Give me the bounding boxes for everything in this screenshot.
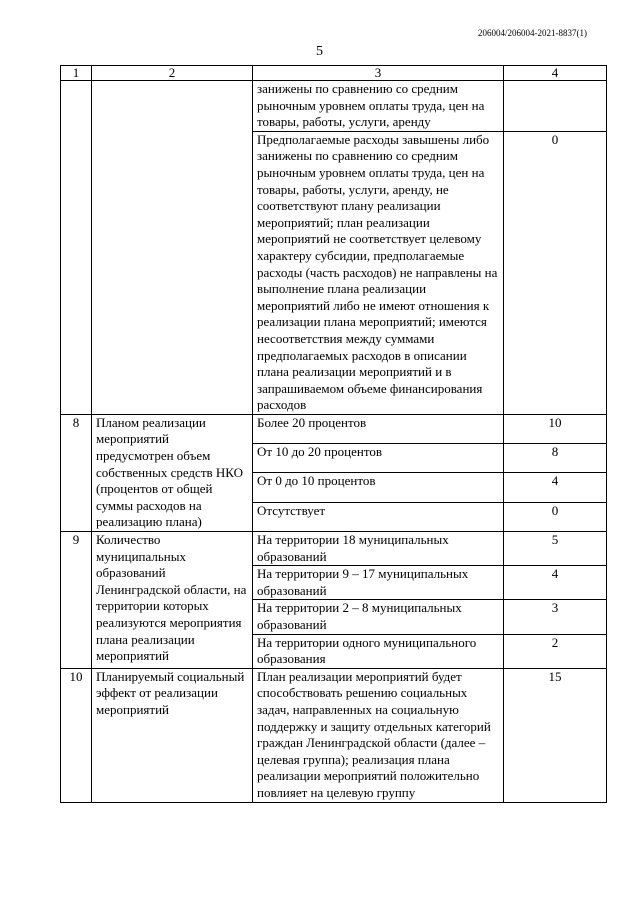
- criterion-number: 8: [61, 414, 92, 531]
- score-cell: 4: [504, 566, 607, 600]
- page-number: 5: [316, 44, 323, 59]
- criterion-number: 9: [61, 532, 92, 669]
- option-text: От 10 до 20 процентов: [253, 444, 504, 473]
- option-text: От 0 до 10 процентов: [253, 473, 504, 502]
- option-text: Предполагаемые расходы завышены либо занижены по сравнению со средним рыночным уровнем оплаты труда, цен на товары, работы, услуги, аренду, не соответствуют плану реализации мероприятий; план реализации мероприятий не соответствует целевому характеру субсидии, предполагаемые расходы (часть расходов) не направлены на выполнение плана реализации мероприятий либо не имеют отношения к реализации плана мероприятий; имеются несоответствия между суммами предполагаемых расходов в описании плана реализации мероприятий и в запрашиваемом объеме финансирования расходов: [253, 131, 504, 414]
- score-cell: 2: [504, 634, 607, 668]
- score-cell: 15: [504, 668, 607, 802]
- criterion-text: Планируемый социальный эффект от реализации мероприятий: [92, 668, 253, 802]
- score-cell: 8: [504, 444, 607, 473]
- option-text: План реализации мероприятий будет способствовать решению социальных задач, направленных на социальную поддержку и защиту отдельных категорий граждан Ленинградской области (далее – целевая группа); реализация плана реализации мероприятий положительно повлияет на целевую группу: [253, 668, 504, 802]
- option-text: занижены по сравнению со средним рыночным уровнем оплаты труда, цен на товары, работы, услуги, аренду: [253, 81, 504, 132]
- column-header: 1: [61, 66, 92, 81]
- criterion-number-cell: [61, 81, 92, 415]
- option-text: На территории 9 – 17 муниципальных образований: [253, 566, 504, 600]
- table-row: [61, 414, 607, 443]
- option-text: Отсутствует: [253, 502, 504, 531]
- score-cell: 0: [504, 131, 607, 414]
- score-cell: 5: [504, 532, 607, 566]
- option-text: На территории 2 – 8 муниципальных образований: [253, 600, 504, 634]
- option-text: Более 20 процентов: [253, 414, 504, 443]
- criterion-number: 10: [61, 668, 92, 802]
- criteria-table: [60, 65, 607, 803]
- criterion-cell: [92, 81, 253, 415]
- column-header: 4: [504, 66, 607, 81]
- score-cell: 4: [504, 473, 607, 502]
- table-row: [61, 81, 607, 132]
- score-cell: 10: [504, 414, 607, 443]
- score-cell: 0: [504, 502, 607, 531]
- criterion-text: Количество муниципальных образований Ленинградской области, на территории которых реализуются мероприятия плана реализации мероприятий: [92, 532, 253, 669]
- score-cell: [504, 81, 607, 132]
- table-header-row: [61, 66, 607, 81]
- criterion-text: Планом реализации мероприятий предусмотрен объем собственных средств НКО (процентов от общей суммы расходов на реализацию плана): [92, 414, 253, 531]
- table-row: [61, 532, 607, 566]
- option-text: На территории 18 муниципальных образований: [253, 532, 504, 566]
- column-header: 3: [253, 66, 504, 81]
- document-id: 206004/206004-2021-8837(1): [478, 28, 587, 38]
- column-header: 2: [92, 66, 253, 81]
- option-text: На территории одного муниципального образования: [253, 634, 504, 668]
- table-row: [61, 668, 607, 802]
- score-cell: 3: [504, 600, 607, 634]
